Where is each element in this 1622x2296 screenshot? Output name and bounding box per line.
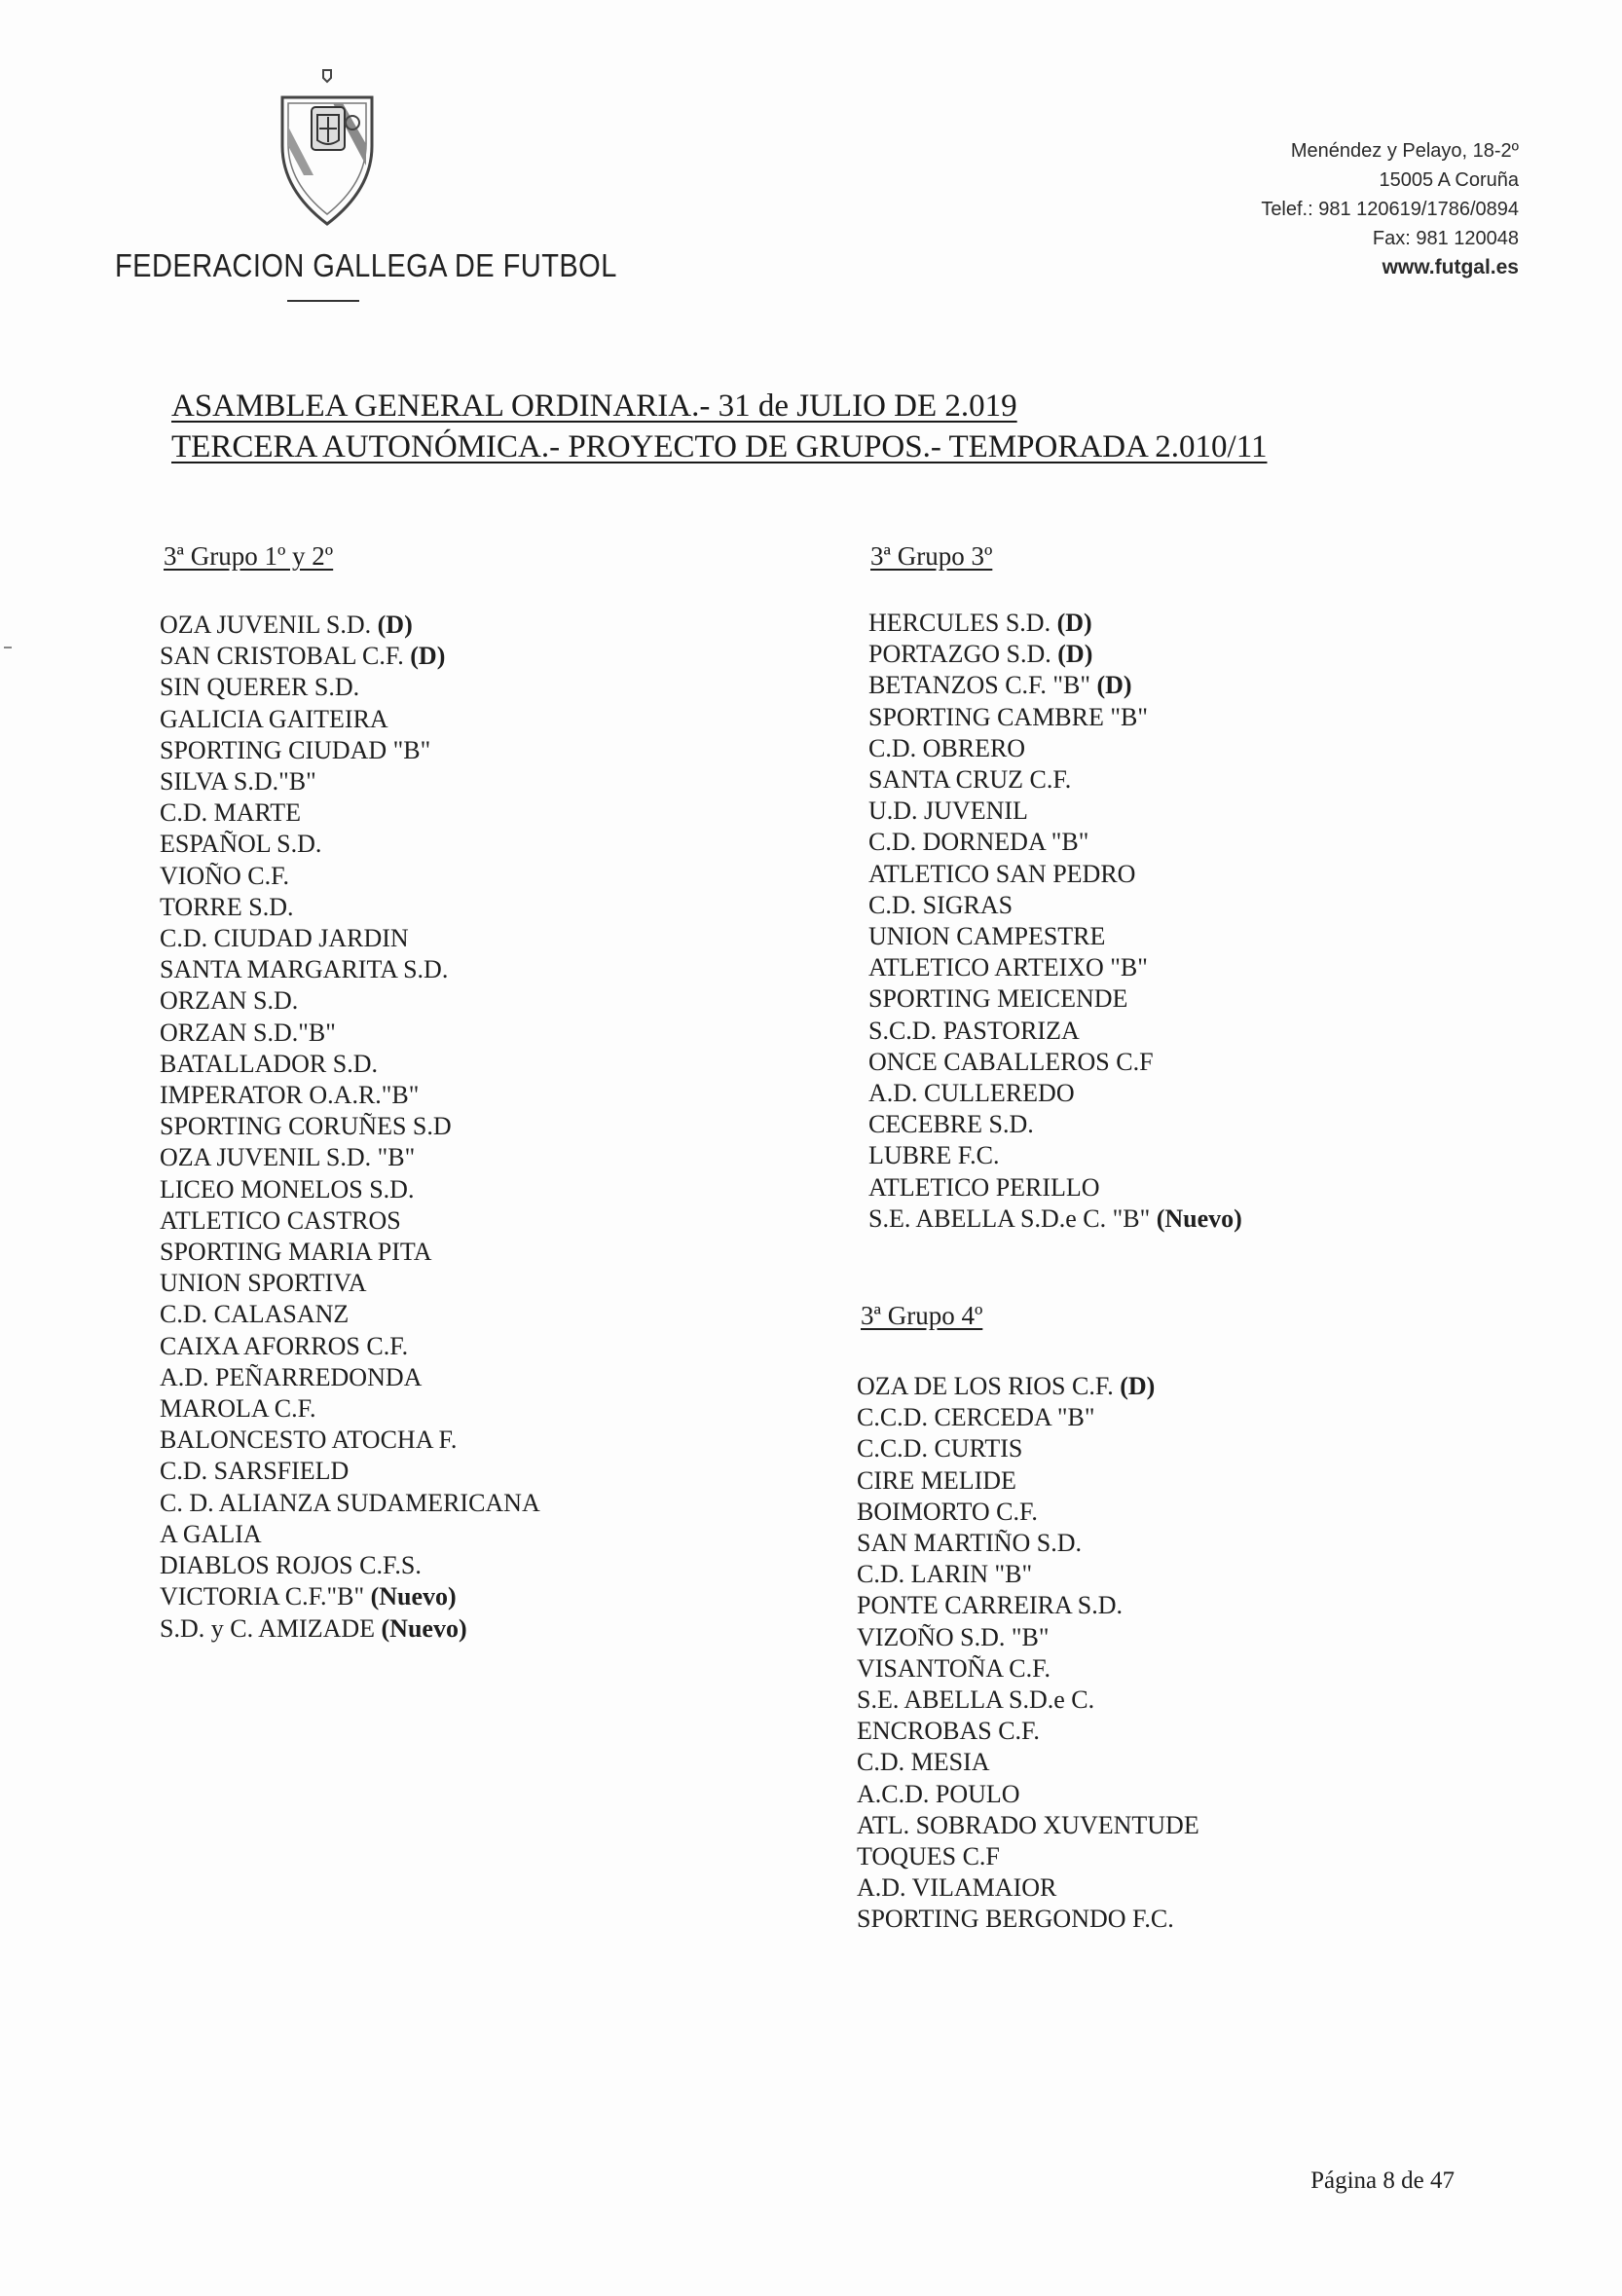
group-1-2-heading: 3ª Grupo 1º y 2º xyxy=(164,541,334,571)
team-list-item xyxy=(160,672,540,703)
team-name: BATALLADOR S.D. xyxy=(160,1049,378,1078)
team-name: VISANTOÑA C.F. xyxy=(857,1653,1051,1683)
team-list-item xyxy=(160,1049,540,1080)
title-line-1: ASAMBLEA GENERAL ORDINARIA.- 31 de JULIO DE 2.019 xyxy=(171,389,1017,424)
team-name: S.E. ABELLA S.D.e C. "B" xyxy=(868,1204,1151,1233)
team-list-item xyxy=(160,704,540,735)
team-list-item xyxy=(160,1362,540,1393)
team-name: ONCE CABALLEROS C.F xyxy=(868,1047,1154,1076)
team-list-item xyxy=(868,983,1242,1015)
team-list-item xyxy=(857,1433,1199,1464)
team-status-tag: (Nuevo) xyxy=(370,1582,457,1611)
address-city: 15005 A Coruña xyxy=(1379,169,1519,191)
team-status-tag: (Nuevo) xyxy=(381,1613,467,1643)
team-name: HERCULES S.D. xyxy=(868,609,1051,637)
team-name: SPORTING CIUDAD "B" xyxy=(160,735,431,764)
team-name: SANTA MARGARITA S.D. xyxy=(160,955,449,984)
team-name: PONTE CARREIRA S.D. xyxy=(857,1591,1124,1620)
team-list-item xyxy=(160,1488,540,1519)
federation-name: FEDERACION GALLEGA DE FUTBOL xyxy=(115,247,617,283)
team-name: VIOÑO C.F. xyxy=(160,861,289,890)
team-name: ORZAN S.D. xyxy=(160,986,299,1016)
team-list-item xyxy=(868,1109,1242,1140)
team-list-item xyxy=(160,923,540,954)
team-list-item xyxy=(868,827,1242,858)
team-list-item xyxy=(160,1268,540,1299)
team-name: UNION SPORTIVA xyxy=(160,1269,367,1298)
team-name: A GALIA xyxy=(160,1519,262,1548)
document-title xyxy=(171,386,1267,467)
team-name: ESPAÑOL S.D. xyxy=(160,830,322,859)
team-name: CECEBRE S.D. xyxy=(868,1110,1034,1139)
team-list-item xyxy=(868,702,1242,733)
team-name: SPORTING BERGONDO F.C. xyxy=(857,1905,1174,1934)
team-list-item xyxy=(868,639,1242,670)
team-list-item xyxy=(160,1142,540,1173)
team-name: VIZOÑO S.D. "B" xyxy=(857,1622,1050,1651)
address-fax: Fax: 981 120048 xyxy=(1372,228,1519,249)
team-name: C.D. CALASANZ xyxy=(160,1300,350,1329)
team-list-item xyxy=(857,1653,1199,1685)
team-list-item xyxy=(868,859,1242,890)
team-name: CIRE MELIDE xyxy=(857,1465,1016,1495)
team-list-item xyxy=(857,1747,1199,1778)
team-name: TOQUES C.F xyxy=(857,1842,1000,1871)
team-name: SPORTING CAMBRE "B" xyxy=(868,702,1148,731)
team-name: SAN CRISTOBAL C.F. xyxy=(160,642,404,671)
team-list-item xyxy=(857,1465,1199,1497)
team-list-item xyxy=(160,1581,540,1612)
team-list-item xyxy=(868,890,1242,921)
team-list-item xyxy=(868,1078,1242,1109)
group-4-heading: 3ª Grupo 4º xyxy=(861,1301,983,1330)
team-list-item xyxy=(868,670,1242,701)
team-list-item xyxy=(160,610,540,641)
team-list-item xyxy=(868,733,1242,764)
team-list-item xyxy=(160,1519,540,1550)
team-name: SPORTING MARIA PITA xyxy=(160,1238,432,1267)
team-name: C. D. ALIANZA SUDAMERICANA xyxy=(160,1488,540,1517)
team-name: C.D. LARIN "B" xyxy=(857,1560,1033,1589)
team-name: ATLETICO ARTEIXO "B" xyxy=(868,953,1148,982)
group-3-team-list xyxy=(868,608,1242,1235)
team-list-item xyxy=(868,1016,1242,1047)
team-name: C.D. MESIA xyxy=(857,1748,990,1777)
team-list-item xyxy=(857,1841,1199,1872)
team-list-item xyxy=(160,1174,540,1205)
team-name: OZA JUVENIL S.D. "B" xyxy=(160,1143,416,1172)
address-phone: Telef.: 981 120619/1786/0894 xyxy=(1261,199,1519,220)
title-line-2: TERCERA AUTONÓMICA.- PROYECTO DE GRUPOS.- TEMPORADA 2.010/11 xyxy=(171,429,1268,464)
team-name: A.C.D. POULO xyxy=(857,1779,1020,1808)
address-block xyxy=(1261,136,1519,282)
team-name: MAROLA C.F. xyxy=(160,1394,316,1424)
team-name: ENCROBAS C.F. xyxy=(857,1717,1040,1746)
team-list-item xyxy=(857,1371,1199,1402)
team-name: SPORTING MEICENDE xyxy=(868,984,1128,1014)
team-list-item xyxy=(160,1237,540,1268)
team-list-item xyxy=(857,1622,1199,1653)
team-list-item xyxy=(857,1810,1199,1841)
team-name: ATLETICO PERILLO xyxy=(868,1172,1100,1202)
team-list-item xyxy=(868,1140,1242,1171)
team-name: C.D. OBRERO xyxy=(868,733,1026,762)
federation-crest-logo xyxy=(275,68,380,229)
team-name: C.D. SARSFIELD xyxy=(160,1457,350,1486)
team-list-item xyxy=(160,797,540,829)
team-list-item xyxy=(160,1018,540,1049)
team-list-item xyxy=(857,1559,1199,1590)
team-name: SIN QUERER S.D. xyxy=(160,673,360,702)
team-list-item xyxy=(868,608,1242,639)
team-list-item xyxy=(857,1904,1199,1935)
team-list-item xyxy=(160,985,540,1017)
address-street: Menéndez y Pelayo, 18-2º xyxy=(1290,140,1519,162)
team-list-item xyxy=(857,1590,1199,1621)
team-name: SPORTING CORUÑES S.D xyxy=(160,1112,452,1141)
team-list-item xyxy=(160,1456,540,1487)
team-list-item xyxy=(160,1080,540,1111)
team-list-item xyxy=(857,1779,1199,1810)
website-link[interactable]: www.futgal.es xyxy=(1382,256,1519,278)
team-list-item xyxy=(160,1299,540,1330)
team-name: C.D. MARTE xyxy=(160,798,302,828)
team-name: UNION CAMPESTRE xyxy=(868,922,1106,951)
team-list-item xyxy=(868,1204,1242,1235)
team-list-item xyxy=(160,766,540,797)
team-name: LUBRE F.C. xyxy=(868,1141,1000,1170)
team-name: OZA DE LOS RIOS C.F. xyxy=(857,1372,1114,1400)
team-name: OZA JUVENIL S.D. xyxy=(160,611,372,639)
team-list-item xyxy=(868,1172,1242,1204)
team-name: LICEO MONELOS S.D. xyxy=(160,1174,415,1204)
group-4-team-list xyxy=(857,1371,1199,1936)
team-list-item xyxy=(160,1205,540,1237)
team-name: C.D. CIUDAD JARDIN xyxy=(160,924,409,953)
team-list-item xyxy=(160,892,540,923)
team-status-tag: (D) xyxy=(1057,640,1093,669)
header-divider xyxy=(287,300,359,302)
team-status-tag: (D) xyxy=(1120,1372,1156,1400)
team-list-item xyxy=(868,1047,1242,1078)
team-list-item xyxy=(868,952,1242,983)
team-name: C.D. SIGRAS xyxy=(868,890,1014,919)
team-name: S.C.D. PASTORIZA xyxy=(868,1016,1080,1045)
team-name: ATLETICO CASTROS xyxy=(160,1205,401,1235)
team-list-item xyxy=(160,1393,540,1425)
team-list-item xyxy=(160,861,540,892)
team-name: DIABLOS ROJOS C.F.S. xyxy=(160,1551,422,1580)
team-name: C.C.D. CURTIS xyxy=(857,1434,1023,1463)
team-name: IMPERATOR O.A.R."B" xyxy=(160,1081,420,1110)
scan-mark xyxy=(4,647,12,648)
team-list-item xyxy=(160,1111,540,1142)
team-list-item xyxy=(857,1402,1199,1433)
team-name: C.C.D. CERCEDA "B" xyxy=(857,1403,1095,1432)
team-name: S.E. ABELLA S.D.e C. xyxy=(857,1685,1095,1715)
group-1-2-team-list xyxy=(160,610,540,1645)
team-name: BOIMORTO C.F. xyxy=(857,1497,1038,1526)
team-status-tag: (D) xyxy=(1056,609,1092,637)
team-list-item xyxy=(160,829,540,860)
team-name: TORRE S.D. xyxy=(160,892,294,921)
team-list-item xyxy=(160,1331,540,1362)
team-name: A.D. CULLEREDO xyxy=(868,1079,1075,1108)
team-name: PORTAZGO S.D. xyxy=(868,640,1051,669)
team-name: A.D. PEÑARREDONDA xyxy=(160,1362,423,1391)
page-number: Página 8 de 47 xyxy=(1310,2167,1455,2194)
team-name: ORZAN S.D."B" xyxy=(160,1018,336,1047)
team-name: SANTA CRUZ C.F. xyxy=(868,765,1072,795)
team-list-item xyxy=(857,1685,1199,1716)
team-list-item xyxy=(160,1613,540,1645)
team-status-tag: (D) xyxy=(410,642,446,671)
team-list-item xyxy=(868,764,1242,796)
team-list-item xyxy=(160,735,540,766)
team-name: VICTORIA C.F."B" xyxy=(160,1582,365,1611)
team-list-item xyxy=(160,1550,540,1581)
team-list-item xyxy=(160,954,540,985)
team-name: C.D. DORNEDA "B" xyxy=(868,828,1089,857)
team-name: ATL. SOBRADO XUVENTUDE xyxy=(857,1810,1199,1839)
team-status-tag: (D) xyxy=(1096,671,1132,700)
team-name: BALONCESTO ATOCHA F. xyxy=(160,1426,458,1455)
team-list-item xyxy=(857,1497,1199,1528)
team-name: U.D. JUVENIL xyxy=(868,796,1028,826)
team-name: GALICIA GAITEIRA xyxy=(160,704,388,733)
team-list-item xyxy=(868,796,1242,827)
team-name: SILVA S.D."B" xyxy=(160,767,316,796)
team-list-item xyxy=(160,1425,540,1456)
team-name: S.D. y C. AMIZADE xyxy=(160,1613,376,1643)
team-name: BETANZOS C.F. "B" xyxy=(868,671,1090,700)
team-name: CAIXA AFORROS C.F. xyxy=(160,1331,409,1360)
team-status-tag: (D) xyxy=(377,611,413,639)
team-list-item xyxy=(857,1872,1199,1904)
team-name: SAN MARTIÑO S.D. xyxy=(857,1529,1083,1558)
group-3-heading: 3ª Grupo 3º xyxy=(870,541,993,571)
team-list-item xyxy=(857,1716,1199,1747)
team-list-item xyxy=(160,641,540,672)
team-status-tag: (Nuevo) xyxy=(1156,1204,1242,1233)
team-name: ATLETICO SAN PEDRO xyxy=(868,859,1136,888)
team-name: A.D. VILAMAIOR xyxy=(857,1873,1057,1903)
team-list-item xyxy=(857,1528,1199,1559)
team-list-item xyxy=(868,921,1242,952)
